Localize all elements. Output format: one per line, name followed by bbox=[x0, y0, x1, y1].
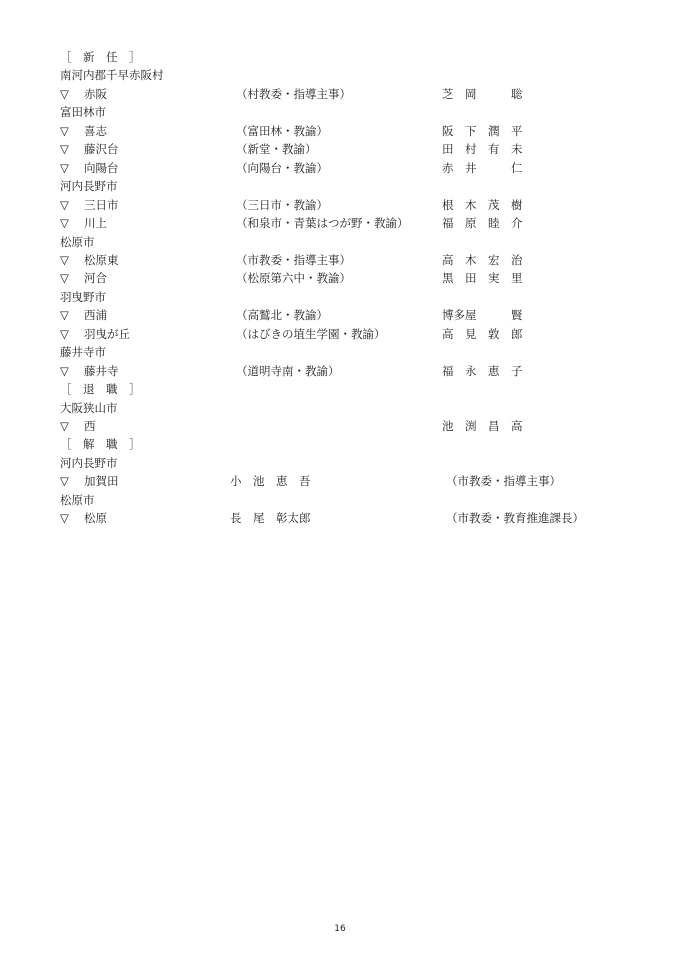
previous-post: （はびきの埴生学園・教諭） bbox=[236, 326, 386, 341]
person-name: 博多屋 賢 bbox=[442, 308, 523, 323]
person-name: 福 原 睦 介 bbox=[442, 216, 523, 231]
person-name: 根 木 茂 樹 bbox=[442, 197, 523, 212]
previous-post: （富田林・教諭） bbox=[236, 123, 328, 138]
section-heading-text: ［ 退 職 ］ bbox=[60, 382, 141, 397]
previous-post: （向陽台・教諭） bbox=[236, 160, 328, 175]
area-name: 南河内郡千早赤阪村 bbox=[60, 68, 164, 83]
page-number: 16 bbox=[334, 924, 346, 934]
previous-post: （高鷲北・教諭） bbox=[236, 308, 328, 323]
school-name: 西浦 bbox=[84, 308, 107, 323]
person-name: 黒 田 実 里 bbox=[442, 271, 523, 286]
previous-post: （新堂・教諭） bbox=[236, 142, 317, 157]
previous-post: （和泉市・青葉はつが野・教諭） bbox=[236, 216, 409, 231]
triangle-marker-icon: ▽ bbox=[60, 474, 69, 489]
person-name: 福 永 恵 子 bbox=[442, 363, 523, 378]
triangle-marker-icon: ▽ bbox=[60, 252, 69, 267]
previous-post: （市教委・指導主事） bbox=[236, 252, 351, 267]
triangle-marker-icon: ▽ bbox=[60, 142, 69, 157]
school-name: 加賀田 bbox=[84, 474, 119, 489]
triangle-marker-icon: ▽ bbox=[60, 308, 69, 323]
new-post: （市教委・指導主事） bbox=[446, 474, 561, 489]
school-name: 藤井寺 bbox=[84, 363, 119, 378]
person-name: 芝 岡 聡 bbox=[442, 86, 523, 101]
person-name: 阪 下 潤 平 bbox=[442, 123, 523, 138]
new-post: （市教委・教育推進課長） bbox=[446, 511, 584, 526]
school-name: 向陽台 bbox=[84, 160, 119, 175]
section-heading-text: ［ 新 任 ］ bbox=[60, 50, 141, 64]
school-name: 松原 bbox=[84, 511, 107, 526]
person-name: 高 見 敦 郎 bbox=[442, 326, 523, 341]
area-name: 藤井寺市 bbox=[60, 345, 106, 360]
area-name: 富田林市 bbox=[60, 105, 106, 120]
person-name: 田 村 有 未 bbox=[442, 142, 523, 157]
previous-post: （道明寺南・教諭） bbox=[236, 363, 340, 378]
school-name: 西 bbox=[84, 419, 96, 433]
triangle-marker-icon: ▽ bbox=[60, 160, 69, 175]
person-name: 小 池 恵 吾 bbox=[230, 474, 311, 489]
area-name: 松原市 bbox=[60, 234, 95, 249]
school-name: 赤阪 bbox=[84, 86, 107, 101]
school-name: 三日市 bbox=[84, 197, 119, 212]
school-name: 羽曳が丘 bbox=[84, 326, 130, 341]
previous-post: （村教委・指導主事） bbox=[236, 86, 351, 101]
school-name: 河合 bbox=[84, 271, 107, 286]
triangle-marker-icon: ▽ bbox=[60, 86, 69, 101]
school-name: 藤沢台 bbox=[84, 142, 119, 157]
triangle-marker-icon: ▽ bbox=[60, 419, 69, 433]
triangle-marker-icon: ▽ bbox=[60, 216, 69, 231]
school-name: 川上 bbox=[84, 216, 107, 231]
section-heading-text: ［ 解 職 ］ bbox=[60, 437, 141, 452]
area-name: 河内長野市 bbox=[60, 455, 118, 470]
triangle-marker-icon: ▽ bbox=[60, 511, 69, 526]
previous-post: （三日市・教諭） bbox=[236, 197, 328, 212]
area-name: 松原市 bbox=[60, 492, 95, 507]
person-name: 高 木 宏 治 bbox=[442, 252, 523, 267]
triangle-marker-icon: ▽ bbox=[60, 271, 69, 286]
triangle-marker-icon: ▽ bbox=[60, 197, 69, 212]
triangle-marker-icon: ▽ bbox=[60, 363, 69, 378]
area-name: 河内長野市 bbox=[60, 179, 118, 194]
school-name: 松原東 bbox=[84, 252, 119, 267]
person-name: 赤 井 仁 bbox=[442, 160, 523, 175]
area-name: 大阪狭山市 bbox=[60, 400, 118, 415]
triangle-marker-icon: ▽ bbox=[60, 123, 69, 138]
triangle-marker-icon: ▽ bbox=[60, 326, 69, 341]
school-name: 喜志 bbox=[84, 123, 107, 138]
previous-post: （松原第六中・教諭） bbox=[236, 271, 351, 286]
area-name: 羽曳野市 bbox=[60, 289, 106, 304]
person-name: 池 渕 昌 高 bbox=[442, 419, 523, 433]
person-name: 長 尾 彰太郎 bbox=[230, 511, 311, 526]
